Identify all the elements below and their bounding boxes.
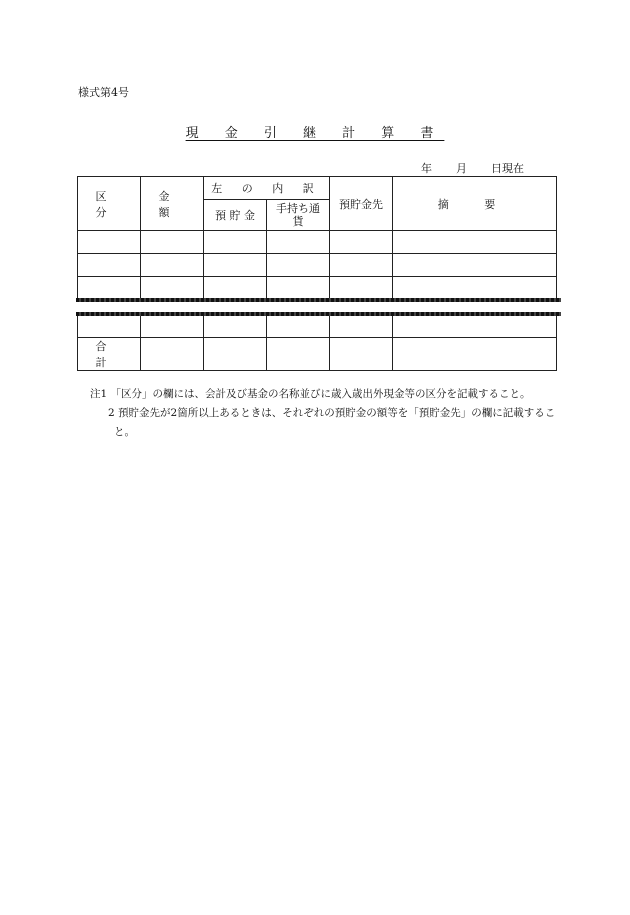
date-asof-label: 日現在 [491,162,524,175]
table-cell[interactable] [393,231,557,254]
table-break [78,300,557,315]
table-cell[interactable] [267,315,330,338]
total-amount-cell[interactable] [141,338,204,371]
header-remarks: 摘 要 [393,177,557,231]
note-2: 2 預貯金先が2箇所以上あるときは、それぞれの預貯金の額等を「預貯金先」の欄に記載すること。 [108,407,556,438]
table-cell[interactable] [141,254,204,277]
table-cell[interactable] [141,231,204,254]
header-cash: 手持ち通貨 [267,200,330,231]
table-cell[interactable] [141,315,204,338]
total-cash-cell[interactable] [267,338,330,371]
document-title [0,122,630,141]
table-cell[interactable] [267,277,330,300]
header-bank: 預貯金先 [330,177,393,231]
table-row [78,254,557,277]
header-deposit: 預 貯 金 [204,200,267,231]
table-cell[interactable] [393,315,557,338]
date-month-label: 月 [456,162,467,175]
note-1: 注1 「区分」の欄には、会計及び基金の名称並びに歳入歳出外現金等の区分を記載すること。 [90,388,531,400]
document-title-text: 現 金 引 継 計 算 書 [185,126,445,141]
table-cell[interactable] [393,254,557,277]
total-remarks-cell[interactable] [393,338,557,371]
total-label: 合 計 [78,338,141,371]
table-cell[interactable] [267,231,330,254]
form-number: 様式第4号 [78,86,129,99]
table-cell[interactable] [141,277,204,300]
break-marker [78,300,557,315]
total-row [78,338,557,371]
header-amount: 金 額 [141,177,204,231]
notes [90,385,560,442]
total-bank-cell[interactable] [330,338,393,371]
table-cell[interactable] [204,277,267,300]
table-cell[interactable] [78,315,141,338]
table-cell[interactable] [78,277,141,300]
table-cell[interactable] [78,231,141,254]
table-cell[interactable] [204,231,267,254]
total-deposit-cell[interactable] [204,338,267,371]
table-row [78,315,557,338]
table-cell[interactable] [330,315,393,338]
header-breakdown: 左 の 内 訳 [204,177,330,200]
table-row [78,231,557,254]
table-cell[interactable] [204,254,267,277]
table-cell[interactable] [330,231,393,254]
header-category: 区 分 [78,177,141,231]
table-cell[interactable] [393,277,557,300]
date-year-label: 年 [421,162,432,175]
cash-transfer-table [77,176,557,371]
table-cell[interactable] [330,254,393,277]
table-cell[interactable] [267,254,330,277]
table-row [78,277,557,300]
break-lines [78,300,557,314]
table-cell[interactable] [204,315,267,338]
table-cell[interactable] [78,254,141,277]
table-cell[interactable] [330,277,393,300]
